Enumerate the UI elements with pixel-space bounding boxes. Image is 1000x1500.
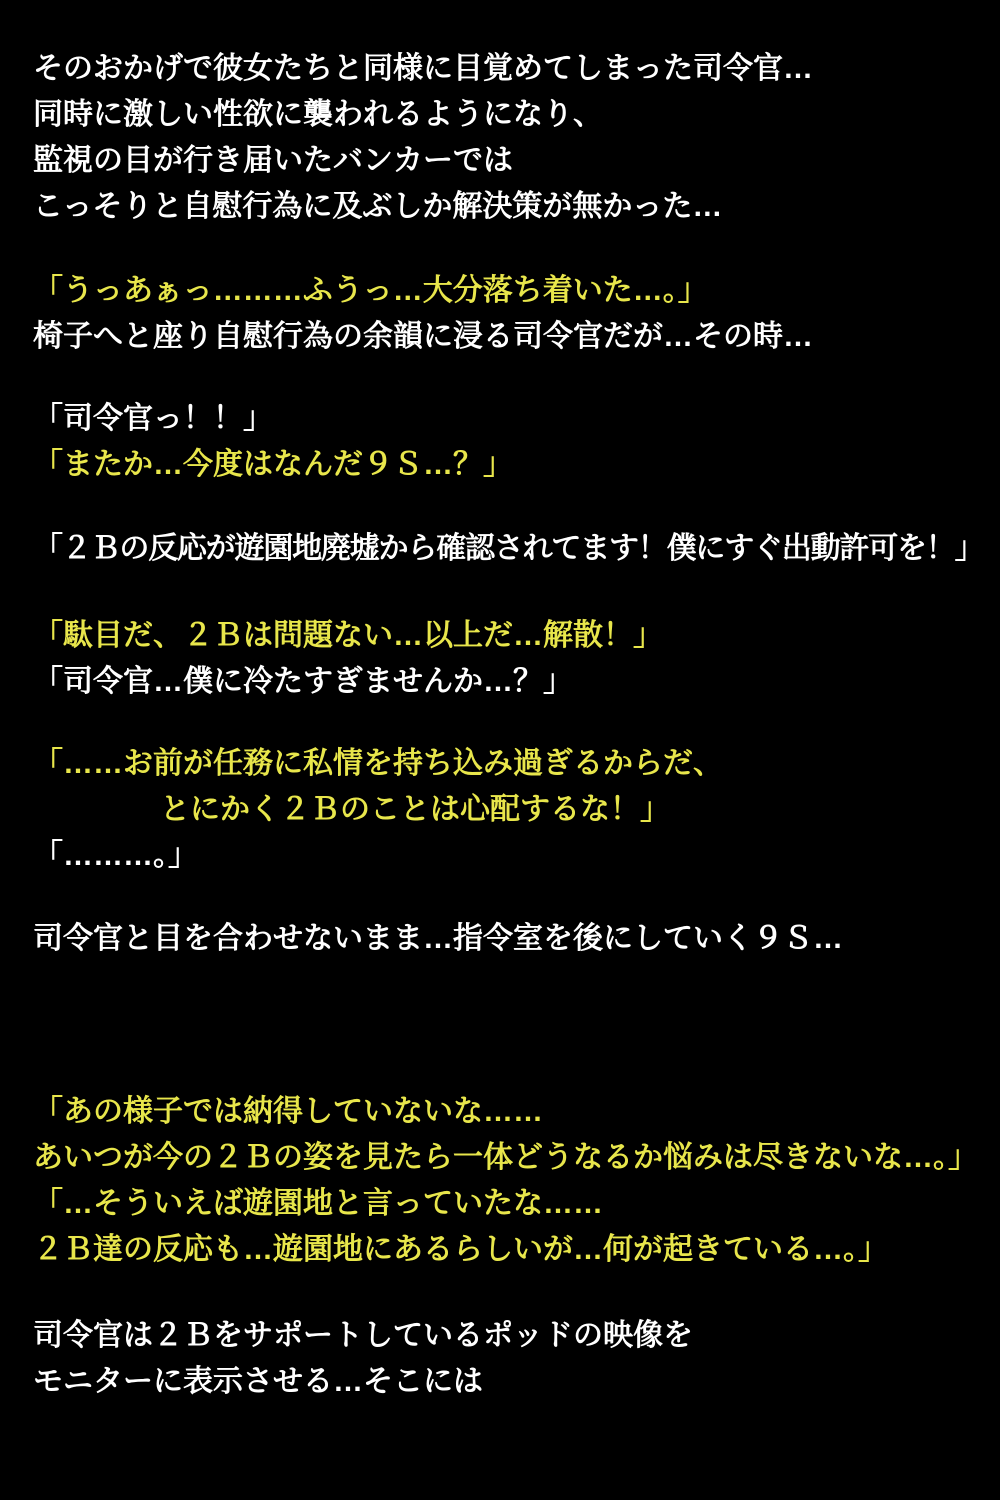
narration-line: そのおかげで彼女たちと同様に目覚めてしまった司令官… <box>33 52 813 85</box>
narration-line: 監視の目が行き届いたバンカーでは <box>33 144 513 177</box>
dialogue-line-commander: 「うっあぁっ………ふうっ…大分落ち着いた…。」 <box>33 274 708 307</box>
dialogue-line-commander: 「駄目だ、２Ｂは問題ない…以上だ…解散！」 <box>33 619 663 652</box>
dialogue-line-commander: 「……お前が任務に私情を持ち込み過ぎるからだ、 <box>33 747 723 780</box>
dialogue-line-commander: 「またか…今度はなんだ９Ｓ…？」 <box>33 448 513 481</box>
narration-line: 司令官と目を合わせないまま…指令室を後にしていく９Ｓ… <box>33 922 843 955</box>
dialogue-line-9s: 「司令官…僕に冷たすぎませんか…？」 <box>33 665 573 698</box>
dialogue-line-9s: 「２Ｂの反応が遊園地廃墟から確認されてます！僕にすぐ出動許可を！」 <box>33 532 984 565</box>
dialogue-line-commander: 「…そういえば遊園地と言っていたな…… <box>33 1187 603 1220</box>
narration-line: 同時に激しい性欲に襲われるようになり、 <box>33 98 603 131</box>
narration-line: モニターに表示させる…そこには <box>33 1365 483 1398</box>
narration-line: 司令官は２Ｂをサポートしているポッドの映像を <box>33 1319 693 1352</box>
narration-line: 椅子へと座り自慰行為の余韻に浸る司令官だが…その時… <box>33 320 813 353</box>
narration-line: こっそりと自慰行為に及ぶしか解決策が無かった… <box>33 190 723 223</box>
dialogue-line-commander: ２Ｂ達の反応も…遊園地にあるらしいが…何が起きている…。」 <box>33 1233 888 1266</box>
dialogue-line-commander: とにかく２Ｂのことは心配するな！」 <box>160 793 670 826</box>
dialogue-line-commander: 「あの様子では納得していないな…… <box>33 1095 543 1128</box>
dialogue-line-commander: あいつが今の２Ｂの姿を見たら一体どうなるか悩みは尽きないな…。」 <box>33 1141 978 1174</box>
dialogue-line-9s: 「司令官っ！！」 <box>33 402 273 435</box>
dialogue-line-9s: 「………。」 <box>33 839 198 872</box>
